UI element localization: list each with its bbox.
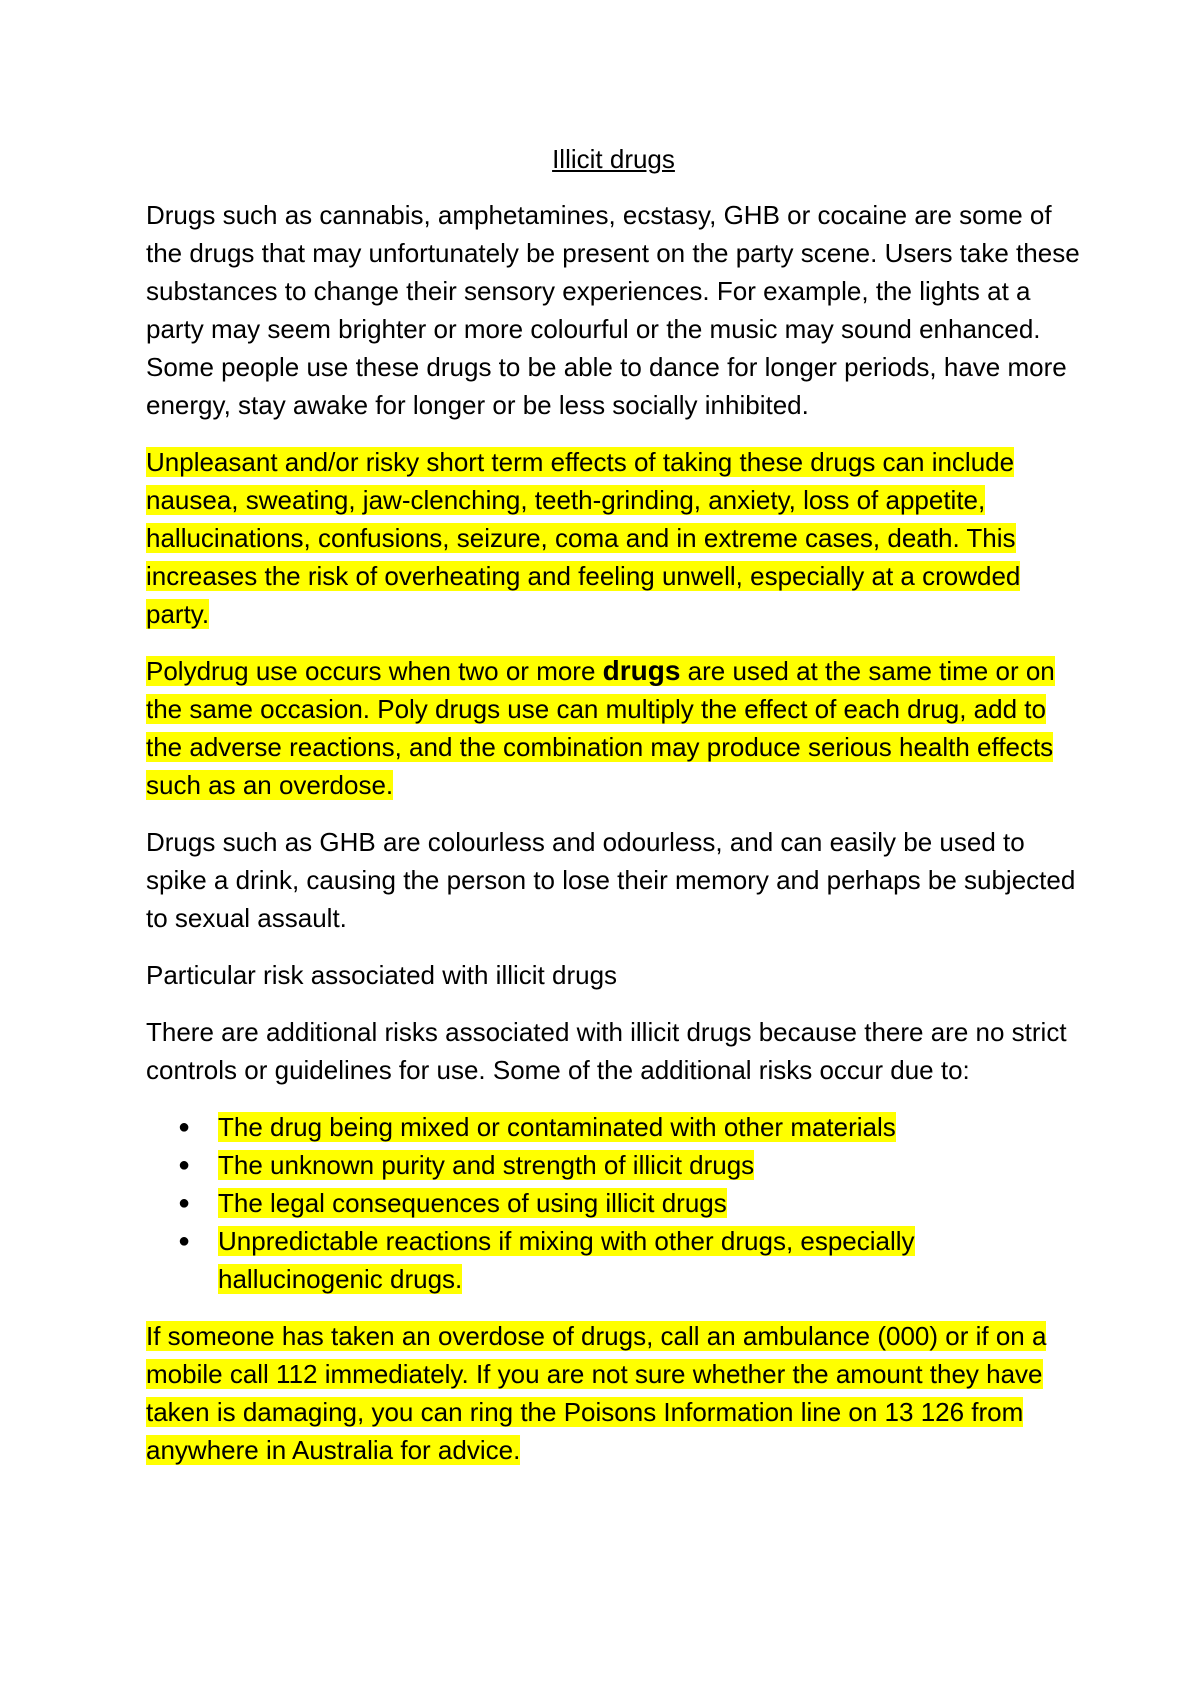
polydrug-text-before: Polydrug use occurs when two or more xyxy=(146,656,603,686)
list-item xyxy=(178,1222,1081,1298)
paragraph-intro: Drugs such as cannabis, amphetamines, ecstasy, GHB or cocaine are some of the drugs that may unfortunately be present on the party scene. Users take these substances to change their sensory experiences. For example, the lights at a party may seem brighter or more colourful or the music may sound enhanced. Some people use these drugs to be able to dance for longer periods, have more energy, stay awake for longer or be less socially inhibited. xyxy=(146,200,1080,420)
bullet-icon: ● xyxy=(178,1230,191,1252)
list-item xyxy=(178,1184,1081,1222)
paragraph-additional-risks: There are additional risks associated with illicit drugs because there are no strict controls or guidelines for use. Some of the additional risks occur due to: xyxy=(146,1017,1067,1085)
highlight-short-term-effects: Unpleasant and/or risky short term effects of taking these drugs can include nausea, sweating, jaw-clenching, teeth-grinding, anxiety, loss of appetite, hallucinations, confusions, seizure, coma and in extreme cases, death. This increases the risk of overheating and feeling unwell, especially at a crowded party. xyxy=(146,447,1021,629)
list-item-text: The legal consequences of using illicit drugs xyxy=(218,1188,727,1218)
paragraph-short-term-effects xyxy=(146,443,1081,633)
highlight-overdose-advice: If someone has taken an overdose of drugs, call an ambulance (000) or if on a mobile call 112 immediately. If you are not sure whether the amount they have taken is damaging, you can ring the Poisons Information line on 13 126 from anywhere in Australia for advice. xyxy=(146,1321,1047,1465)
bullet-icon: ● xyxy=(178,1116,191,1138)
subheading-particular-risk: Particular risk associated with illicit drugs xyxy=(146,960,618,990)
highlight-polydrug-use xyxy=(146,656,1055,800)
bullet-icon: ● xyxy=(178,1192,191,1214)
document-body xyxy=(146,140,1081,1488)
risk-list xyxy=(146,1108,1081,1298)
polydrug-bold-word: drugs xyxy=(602,655,681,686)
polydrug-text-after: are used at the same time or on the same occasion. Poly drugs use can multiply the effect of each drug, add to the adverse reactions, and the combination may produce serious health effects such as an overdose. xyxy=(146,656,1055,800)
bullet-icon: ● xyxy=(178,1154,191,1176)
paragraph-ghb: Drugs such as GHB are colourless and odourless, and can easily be used to spike a drink, causing the person to lose their memory and perhaps be subjected to sexual assault. xyxy=(146,827,1076,933)
list-item-text: The unknown purity and strength of illicit drugs xyxy=(218,1150,755,1180)
list-item-text: The drug being mixed or contaminated with other materials xyxy=(218,1112,896,1142)
list-item xyxy=(178,1108,1081,1146)
list-item-text: Unpredictable reactions if mixing with other drugs, especially hallucinogenic drugs. xyxy=(218,1226,915,1294)
document-title: Illicit drugs xyxy=(552,144,675,174)
paragraph-overdose-advice xyxy=(146,1317,1081,1469)
list-item xyxy=(178,1146,1081,1184)
paragraph-polydrug-use xyxy=(146,652,1081,804)
